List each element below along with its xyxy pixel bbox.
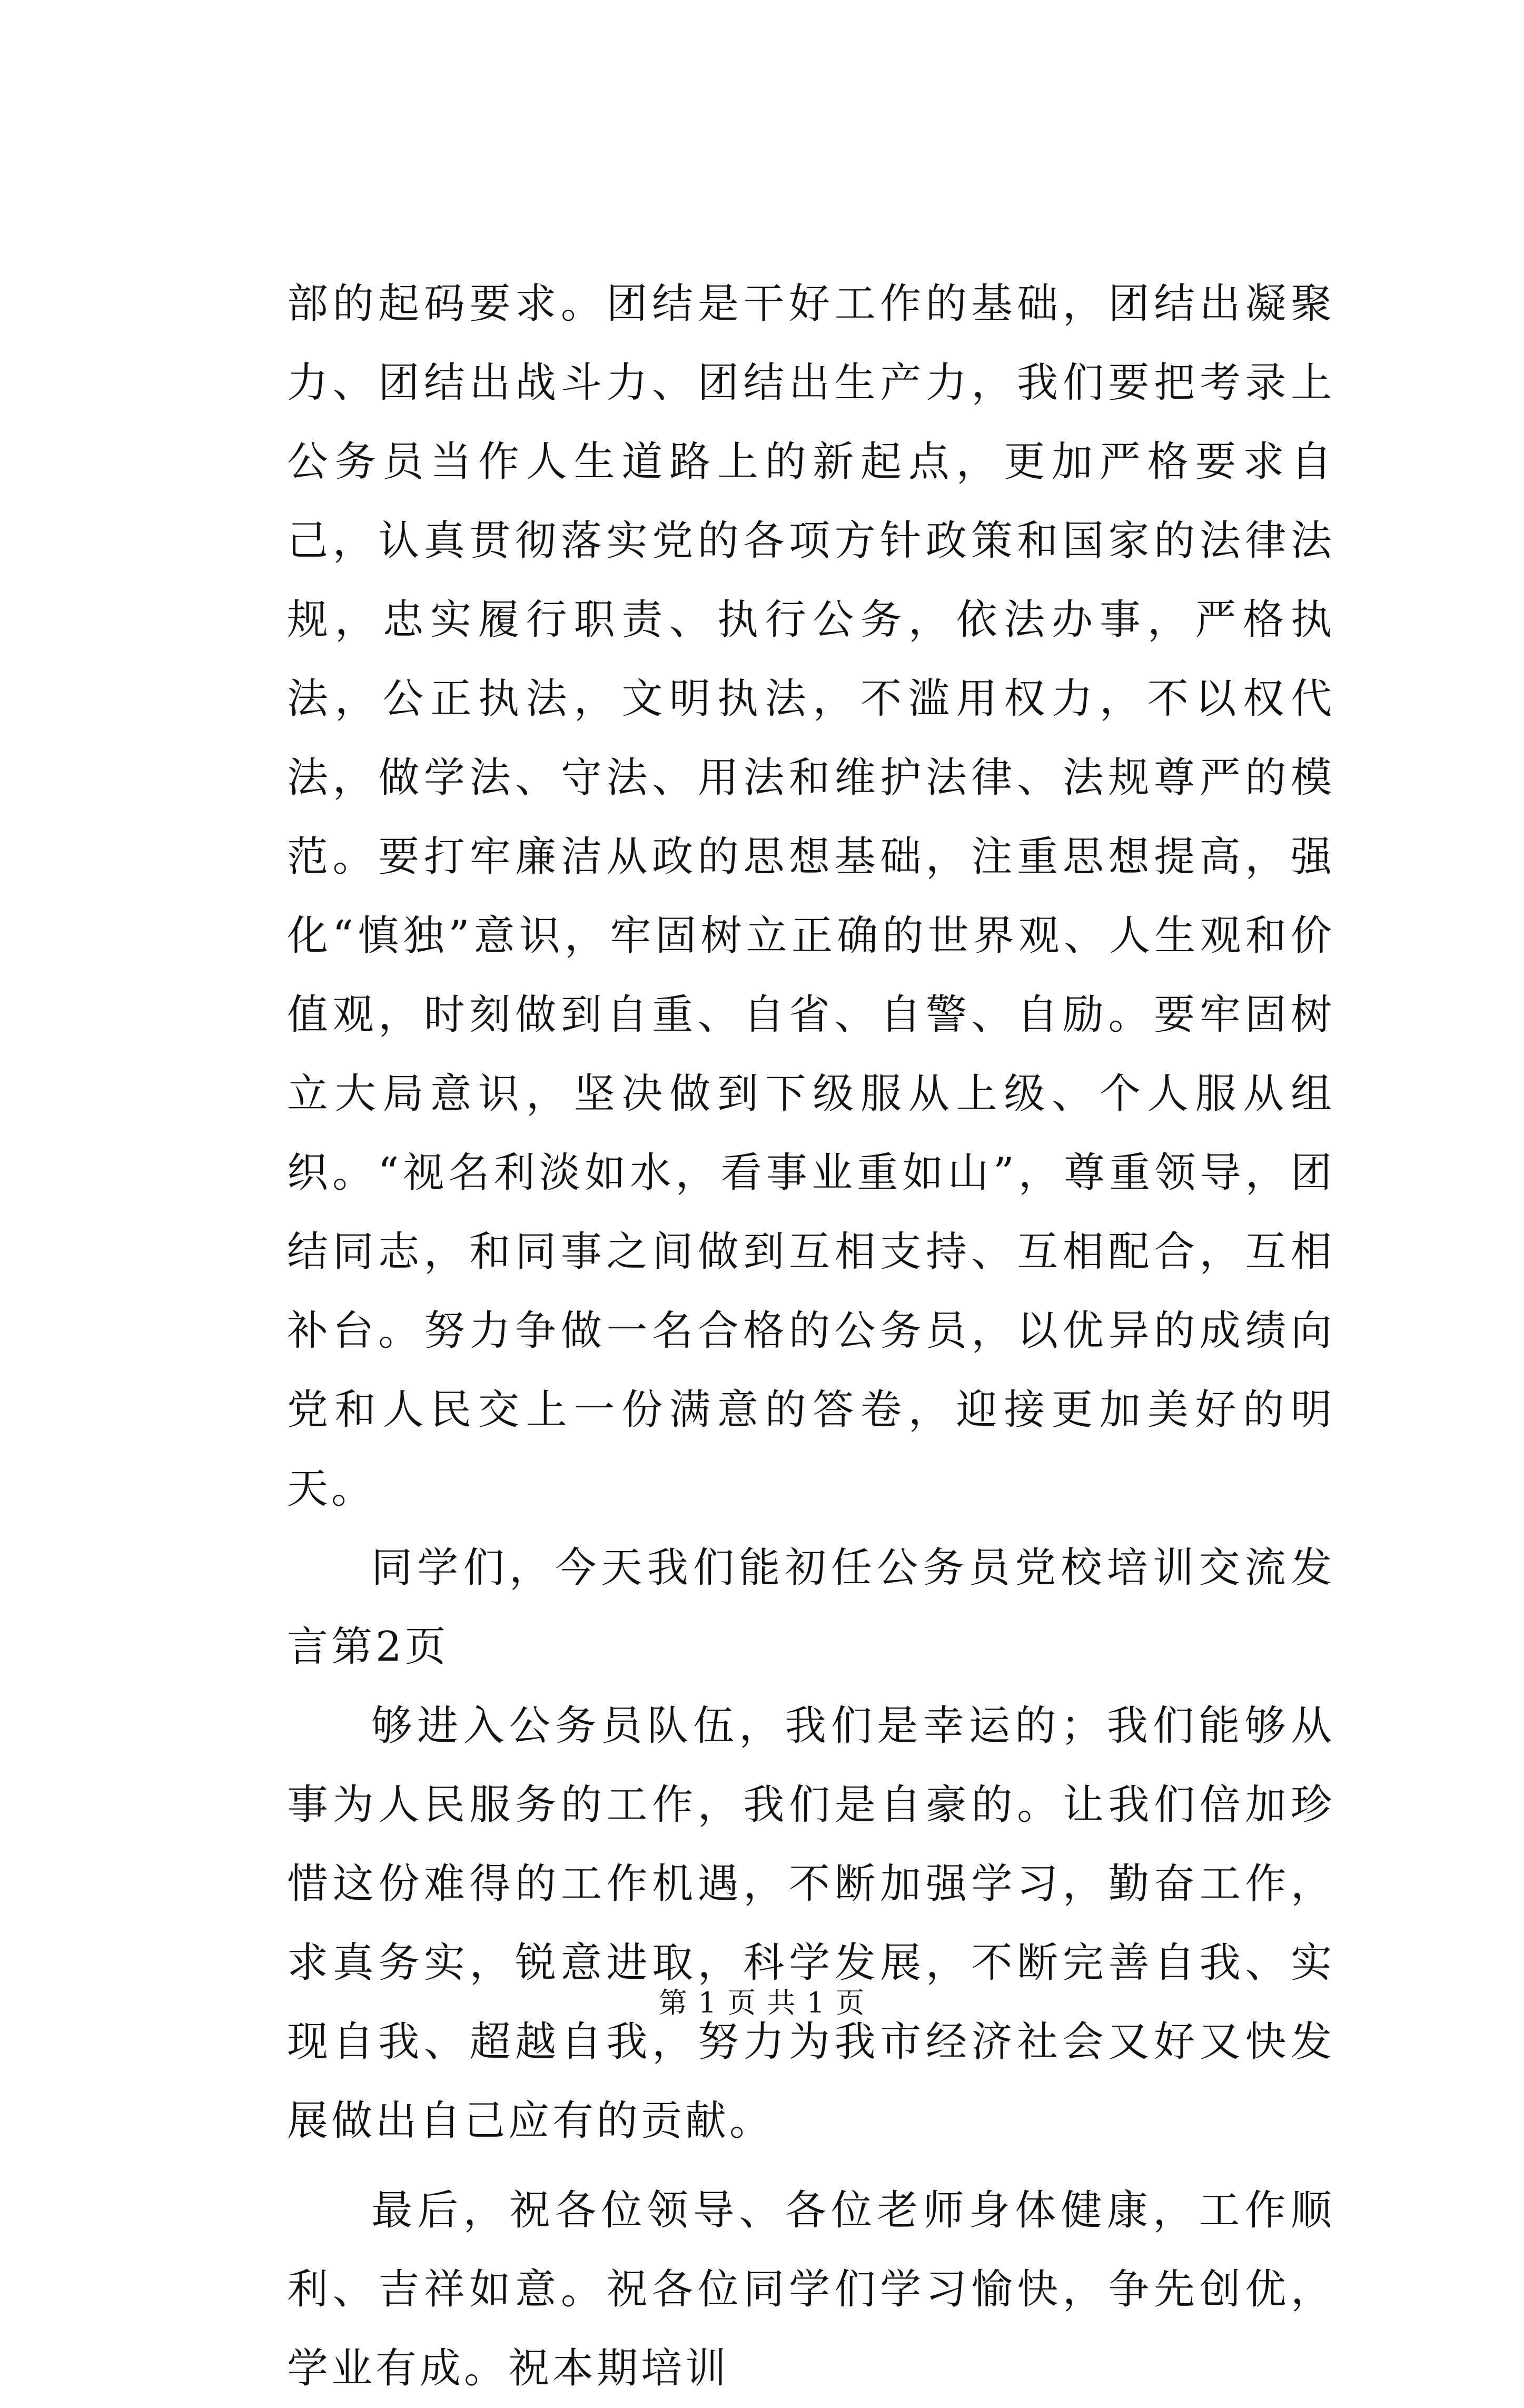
paragraph-2: 同学们，今天我们能初任公务员党校培训交流发言第2页 (287, 1544, 1335, 1671)
document-body (287, 264, 1335, 2408)
page-footer: 第 1 页 共 1 页 (658, 1986, 866, 2019)
paragraph-3: 够进入公务员队伍，我们是幸运的；我们能够从事为人民服务的工作，我们是自豪的。让我们倍加珍惜这份难得的工作机遇，不断加强学习，勤奋工作，求真务实，锐意进取，科学发展，不断完善自我、实现自我、超越自我，努力为我市经济社会又好又快发展做出自己应有的贡献。 (287, 1702, 1335, 2145)
paragraph-4: 最后，祝各位领导、各位老师身体健康，工作顺利、吉祥如意。祝各位同学们学习愉快，争先创优，学业有成。祝本期培训 (287, 2187, 1335, 2392)
paragraph-1: 部的起码要求。团结是干好工作的基础，团结出凝聚力、团结出战斗力、团结出生产力，我们要把考录上公务员当作人生道路上的新起点，更加严格要求自己，认真贯彻落实党的各项方针政策和国家的法律法规，忠实履行职责、执行公务，依法办事，严格执法，公正执法，文明执法，不滥用权力，不以权代法，做学法、守法、用法和维护法律、法规尊严的模范。要打牢廉洁从政的思想基础，注重思想提高，强化“慎独”意识，牢固树立正确的世界观、人生观和价值观，时刻做到自重、自省、自警、自励。要牢固树立大局意识，坚决做到下级服从上级、个人服从组织。“视名利淡如水，看事业重如山”，尊重领导，团结同志，和同事之间做到互相支持、互相配合，互相补台。努力争做一名合格的公务员，以优异的成绩向党和人民交上一份满意的答卷，迎接更加美好的明天。 (287, 280, 1335, 1513)
